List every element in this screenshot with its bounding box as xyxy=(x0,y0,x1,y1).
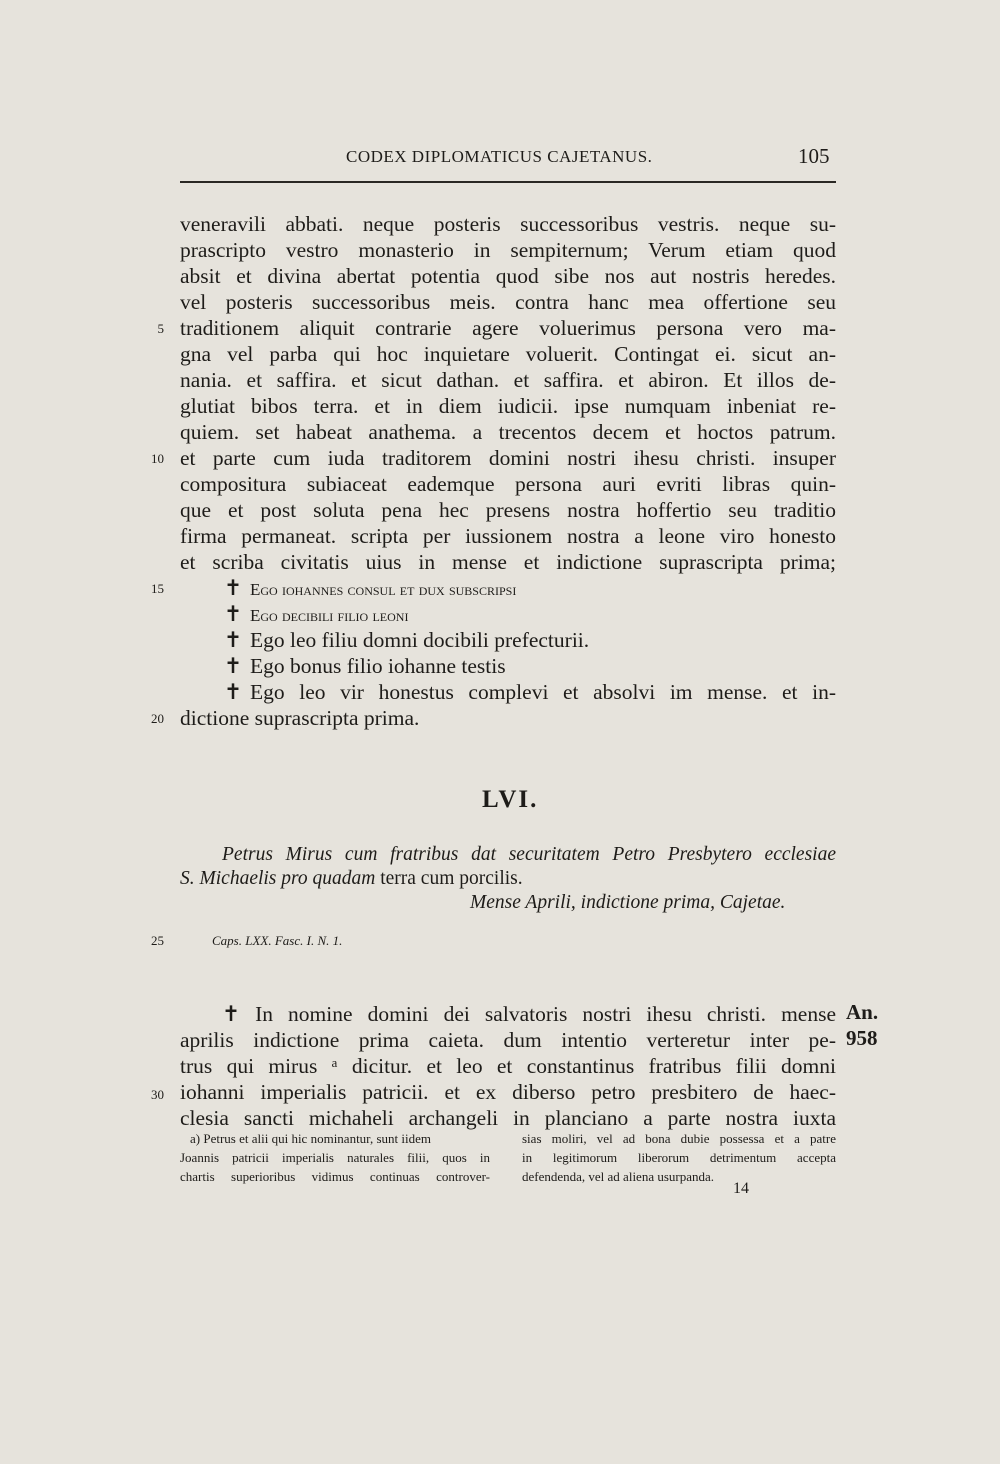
body-line: et parte cum iuda traditorem domini nostri ihesu christi. insuper xyxy=(180,446,836,470)
footnote-left xyxy=(180,1129,490,1186)
rubric-line-3: Mense Aprili, indictione prima, Cajetae. xyxy=(470,892,786,913)
text-line: trus qui mirus ᵃ dicitur. et leo et constantinus fratribus filii domni xyxy=(180,1054,836,1078)
body-line: vel posteris successoribus meis. contra hanc mea offertione seu xyxy=(180,290,836,314)
body-line: gna vel parba qui hoc inquietare voluerit. Contingat ei. sicut an- xyxy=(180,342,836,366)
signature-line xyxy=(224,679,836,705)
line-number-5: 5 xyxy=(157,321,164,336)
footnote-line: sias moliri, vel ad bona dubie possessa et a patre xyxy=(522,1131,836,1146)
body-line: quiem. set habeat anathema. a trecentos decem et hoctos patrum. xyxy=(180,420,836,444)
footnote-line: chartis superioribus vidimus continuas controver- xyxy=(180,1169,490,1184)
page-number: 105 xyxy=(798,144,830,168)
rubric-line-2 xyxy=(180,867,523,891)
margin-year-label: An. xyxy=(846,1000,879,1024)
text-line: iohanni imperialis patricii. et ex diberso petro presbitero de haec- xyxy=(180,1080,836,1104)
body-line: glutiat bibos terra. et in diem iudicii. ipse numquam inbeniat re- xyxy=(180,394,836,418)
body-line: prascripto vestro monasterio in sempiternum; Verum etiam quod xyxy=(180,238,836,262)
signature-text: Ego decibili filio leoni xyxy=(250,606,409,625)
signature-text: Ego bonus filio iohanne testis xyxy=(250,654,506,678)
rubric-line-1: Petrus Mirus cum fratribus dat securitatem Petro Presbytero ecclesiae xyxy=(222,844,836,865)
cross-icon: ✝ xyxy=(224,576,243,600)
line-number-30: 30 xyxy=(151,1087,164,1102)
signature-text: Ego iohannes consul et dux subscripsi xyxy=(250,580,517,599)
text-line: clesia sancti michaheli archangeli in planciano a parte nostra iuxta xyxy=(180,1106,836,1130)
signature-line xyxy=(224,627,589,653)
signature-text: Ego leo filiu domni docibili prefecturii. xyxy=(250,628,590,652)
line-number-10: 10 xyxy=(151,451,164,466)
body-line: nania. et saffira. et sicut dathan. et saffira. et abiron. Et illos de- xyxy=(180,368,836,392)
line-number-15: 15 xyxy=(151,581,164,596)
closing-line: dictione suprascripta prima. xyxy=(180,706,420,730)
footnote-line: Joannis patricii imperialis naturales filii, quos in xyxy=(180,1150,490,1165)
body-line: et scriba civitatis uius in mense et indictione suprascripta prima; xyxy=(180,550,836,574)
footnote-line: defendenda, vel ad aliena usurpanda. xyxy=(522,1169,715,1184)
cross-icon: ✝ xyxy=(224,654,243,678)
text-line: aprilis indictione prima caieta. dum intentio verteretur inter pe- xyxy=(180,1028,836,1052)
archive-reference: Caps. LXX. Fasc. I. N. 1. xyxy=(212,933,343,948)
text-line: ✝ In nomine domini dei salvatoris nostri ihesu christi. mense xyxy=(222,1002,836,1026)
header-rule xyxy=(180,181,836,183)
body-line: absit et divina abertat potentia quod sibe nos aut nostris heredes. xyxy=(180,264,836,288)
rubric-italic: S. Michaelis pro quadam xyxy=(180,868,376,889)
cross-icon: ✝ xyxy=(224,680,243,704)
footnote-line: in legitimorum liberorum detrimentum accepta xyxy=(522,1150,836,1165)
body-line: veneravili abbati. neque posteris successoribus vestris. neque su- xyxy=(180,212,836,236)
body-line: firma permaneat. scripta per iussionem nostra a leone viro honesto xyxy=(180,524,836,548)
body-line: compositura subiaceat eademque persona auri evriti libras quin- xyxy=(180,472,836,496)
signature-line xyxy=(224,601,408,627)
margin-year: 958 xyxy=(846,1026,878,1050)
cross-icon: ✝ xyxy=(224,602,243,626)
running-title: CODEX DIPLOMATICUS CAJETANUS. xyxy=(346,147,653,166)
body-line: traditionem aliquit contrarie agere voluerimus persona vero ma- xyxy=(180,316,836,340)
line-number-20: 20 xyxy=(151,711,164,726)
body-line: que et post soluta pena hec presens nostra hoffertio seu traditio xyxy=(180,498,836,522)
signature-text: Ego leo vir honestus complevi et absolvi im mense. et in- xyxy=(250,680,836,704)
document-number: LVI. xyxy=(482,786,539,813)
line-number-25: 25 xyxy=(151,933,164,948)
footnote-right xyxy=(522,1129,836,1186)
rubric-roman: terra cum porcilis. xyxy=(380,868,523,889)
cross-icon: ✝ xyxy=(224,628,243,652)
signature-line xyxy=(224,575,516,601)
signature-mark: 14 xyxy=(733,1180,749,1197)
footnote-line: a) Petrus et alii qui hic nominantur, sunt iidem xyxy=(190,1131,432,1146)
signature-line xyxy=(224,653,506,679)
